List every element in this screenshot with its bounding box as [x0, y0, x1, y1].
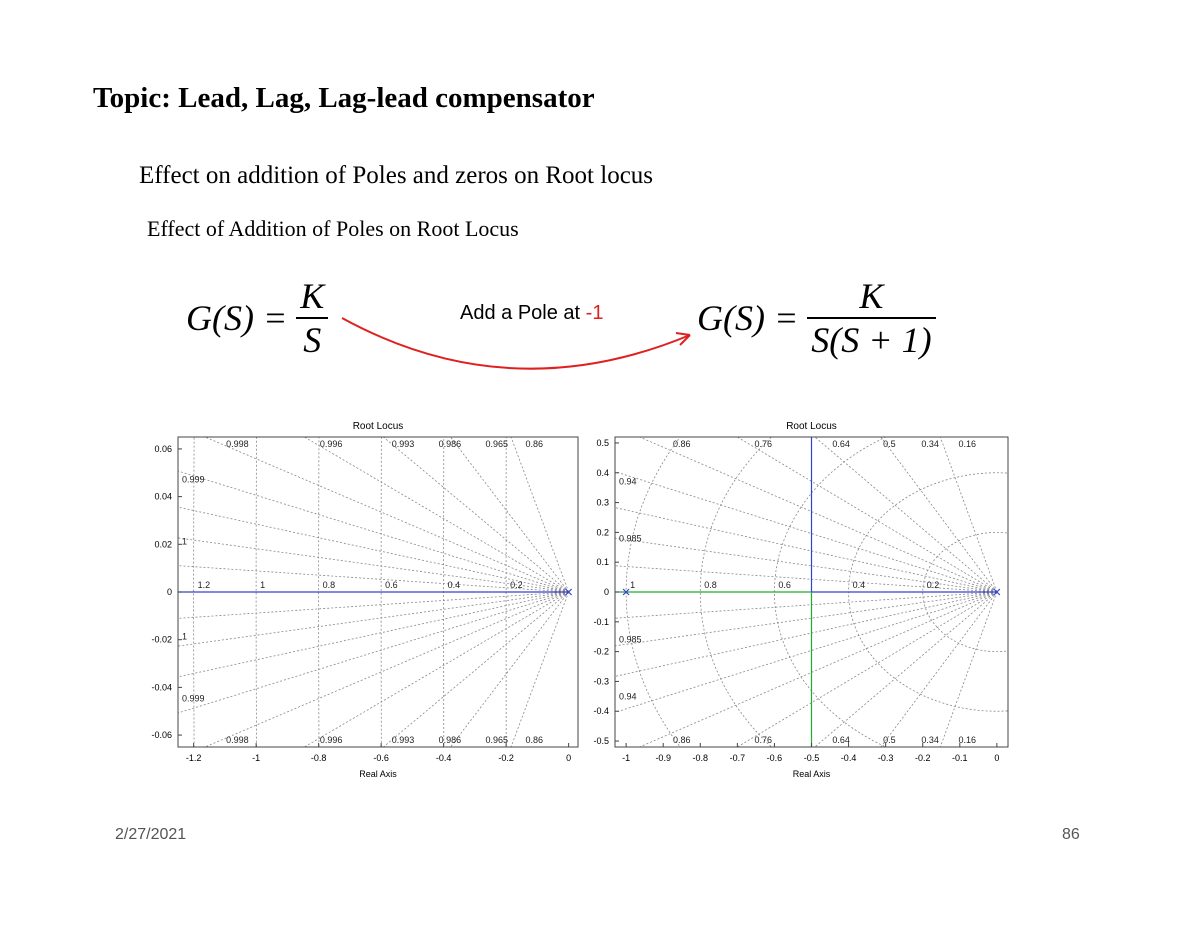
frequency-label: 0.6 [778, 580, 791, 590]
x-tick-label: -0.6 [766, 753, 783, 763]
transfer-function-left [186, 275, 328, 361]
frequency-arc [700, 415, 1015, 785]
y-tick-label: -0.1 [593, 616, 609, 627]
eq-left-denominator: S [296, 317, 328, 361]
eq-right-fraction [807, 275, 935, 361]
frequency-label: 0.8 [322, 580, 336, 590]
x-tick-label: -0.3 [877, 753, 894, 763]
y-tick-label: -0.4 [593, 706, 609, 717]
y-tick-label: -0.06 [151, 730, 172, 741]
damping-label-top: 0.34 [921, 439, 939, 449]
damping-label-top: 0.986 [438, 439, 462, 449]
grid-group [585, 415, 1015, 785]
damping-label-top: 0.86 [525, 439, 544, 449]
x-tick-label: -0.2 [498, 753, 514, 763]
eq-left-numerator: K [300, 276, 325, 316]
frequency-arc [194, 415, 580, 785]
damping-label-top: 0.993 [391, 439, 415, 449]
x-tick-label: -1.2 [185, 753, 202, 763]
damping-label-top: 0.16 [958, 439, 976, 449]
damping-label-left: 0.985 [619, 533, 642, 544]
damping-ray [256, 592, 572, 785]
grid-group [140, 415, 580, 785]
footer-date: 2/27/2021 [115, 826, 187, 843]
y-tick-label: -0.2 [593, 646, 609, 657]
damping-label-bottom: 0.5 [883, 735, 896, 745]
slide-subtitle: Effect on addition of Poles and zeros on Root locus [139, 162, 654, 189]
x-tick-label: -0.9 [655, 753, 671, 763]
damping-ray [585, 592, 1000, 785]
y-tick-label: -0.02 [151, 634, 172, 645]
frequency-label: 0.8 [704, 580, 717, 590]
damping-label-bottom: 0.965 [485, 735, 509, 745]
damping-label-left: 0.999 [182, 474, 205, 485]
transfer-function-right [697, 275, 936, 361]
damping-label-left: 1 [182, 631, 188, 642]
y-tick-label: 0.02 [154, 539, 172, 550]
y-tick-label: 0 [603, 587, 609, 597]
damping-label-bottom: 0.16 [958, 735, 976, 745]
arrow-curve [342, 318, 690, 369]
y-tick-label: 0.3 [596, 497, 609, 508]
damping-label-bottom: 0.996 [319, 735, 343, 745]
root-locus-plot-left [140, 415, 580, 785]
y-tick-label: 0.06 [154, 443, 172, 454]
frequency-arc [506, 415, 580, 785]
damping-label-top: 0.64 [832, 439, 850, 449]
eq-right-denominator: S(S + 1) [807, 317, 935, 361]
frequency-label: 0.4 [852, 580, 866, 590]
y-tick-label: 0 [166, 587, 172, 597]
frequency-label: 0.2 [510, 580, 523, 590]
damping-label-top: 0.76 [754, 439, 773, 449]
frequency-label: 0.2 [926, 580, 940, 590]
eq-right-numerator: K [859, 276, 884, 316]
damping-label-bottom: 0.64 [832, 735, 850, 745]
damping-label-bottom: 0.34 [921, 735, 939, 745]
frequency-arc [256, 415, 580, 785]
chart-title: Root Locus [786, 421, 837, 432]
slide-topic: Topic: Lead, Lag, Lag-lead compensator [93, 82, 595, 114]
damping-label-bottom: 0.993 [391, 735, 415, 745]
x-tick-label: -0.7 [729, 753, 746, 763]
x-tick-label: 0 [994, 753, 1000, 763]
frequency-arc [626, 415, 1015, 785]
eq-left-fraction [296, 275, 328, 361]
arrow-label-text: Add a Pole at [460, 302, 586, 324]
damping-ray [585, 456, 997, 592]
arrow-label [460, 302, 603, 325]
damping-label-top: 0.996 [319, 439, 343, 449]
x-axis-label: Real Axis [359, 769, 397, 779]
damping-ray [585, 592, 1000, 785]
damping-label-bottom: 0.986 [438, 735, 462, 745]
frequency-label: 1.2 [197, 580, 211, 590]
x-tick-label: -0.2 [914, 753, 931, 763]
x-tick-label: -1 [622, 753, 631, 763]
damping-label-left: 0.94 [619, 476, 637, 487]
x-tick-label: -0.8 [692, 753, 709, 763]
frequency-label: 0.6 [385, 580, 398, 590]
frequency-label: 1 [260, 580, 266, 590]
x-tick-label: -0.5 [803, 753, 820, 763]
damping-label-left: 0.94 [619, 691, 637, 702]
x-tick-label: 0 [566, 753, 572, 763]
damping-label-left: 1 [182, 536, 188, 547]
y-tick-label: 0.2 [596, 527, 609, 538]
damping-label-left: 0.999 [182, 693, 205, 704]
damping-ray [585, 592, 1000, 785]
y-tick-label: -0.04 [151, 682, 172, 693]
damping-label-top: 0.998 [226, 439, 249, 449]
y-tick-label: -0.3 [593, 676, 609, 687]
arrow-label-value: -1 [585, 302, 604, 324]
y-tick-label: 0.4 [596, 467, 609, 478]
y-tick-label: 0.5 [596, 437, 609, 448]
frequency-arc [319, 415, 580, 785]
section-heading: Effect of Addition of Poles on Root Locus [147, 216, 519, 241]
damping-ray [585, 592, 1000, 785]
damping-label-bottom: 0.86 [672, 735, 691, 745]
eq-left-lhs: G(S) = [186, 298, 288, 338]
damping-label-bottom: 0.86 [525, 735, 544, 745]
x-tick-label: -1 [252, 753, 261, 763]
x-tick-label: -0.1 [952, 753, 968, 763]
x-tick-label: -0.4 [435, 753, 452, 763]
root-locus-plot-right [585, 415, 1015, 785]
frequency-label: 0.4 [447, 580, 461, 590]
eq-right-lhs: G(S) = [697, 298, 799, 338]
damping-label-bottom: 0.76 [754, 735, 773, 745]
y-tick-label: 0.04 [154, 491, 172, 502]
x-tick-label: -0.8 [310, 753, 327, 763]
damping-label-top: 0.5 [883, 439, 896, 449]
damping-ray [585, 592, 1000, 785]
x-tick-label: -0.6 [373, 753, 389, 763]
y-tick-label: -0.5 [593, 736, 609, 747]
x-axis-label: Real Axis [792, 769, 831, 779]
damping-label-bottom: 0.998 [226, 735, 249, 745]
y-tick-label: 0.1 [596, 557, 609, 568]
chart-title: Root Locus [352, 421, 404, 432]
damping-label-top: 0.86 [672, 439, 691, 449]
damping-label-left: 0.985 [619, 634, 642, 645]
damping-label-top: 0.965 [485, 439, 509, 449]
damping-ray [585, 592, 1000, 785]
x-tick-label: -0.4 [840, 753, 857, 763]
damping-ray [585, 592, 1000, 785]
frequency-label: 1 [630, 580, 636, 590]
page-number: 86 [1062, 826, 1080, 843]
